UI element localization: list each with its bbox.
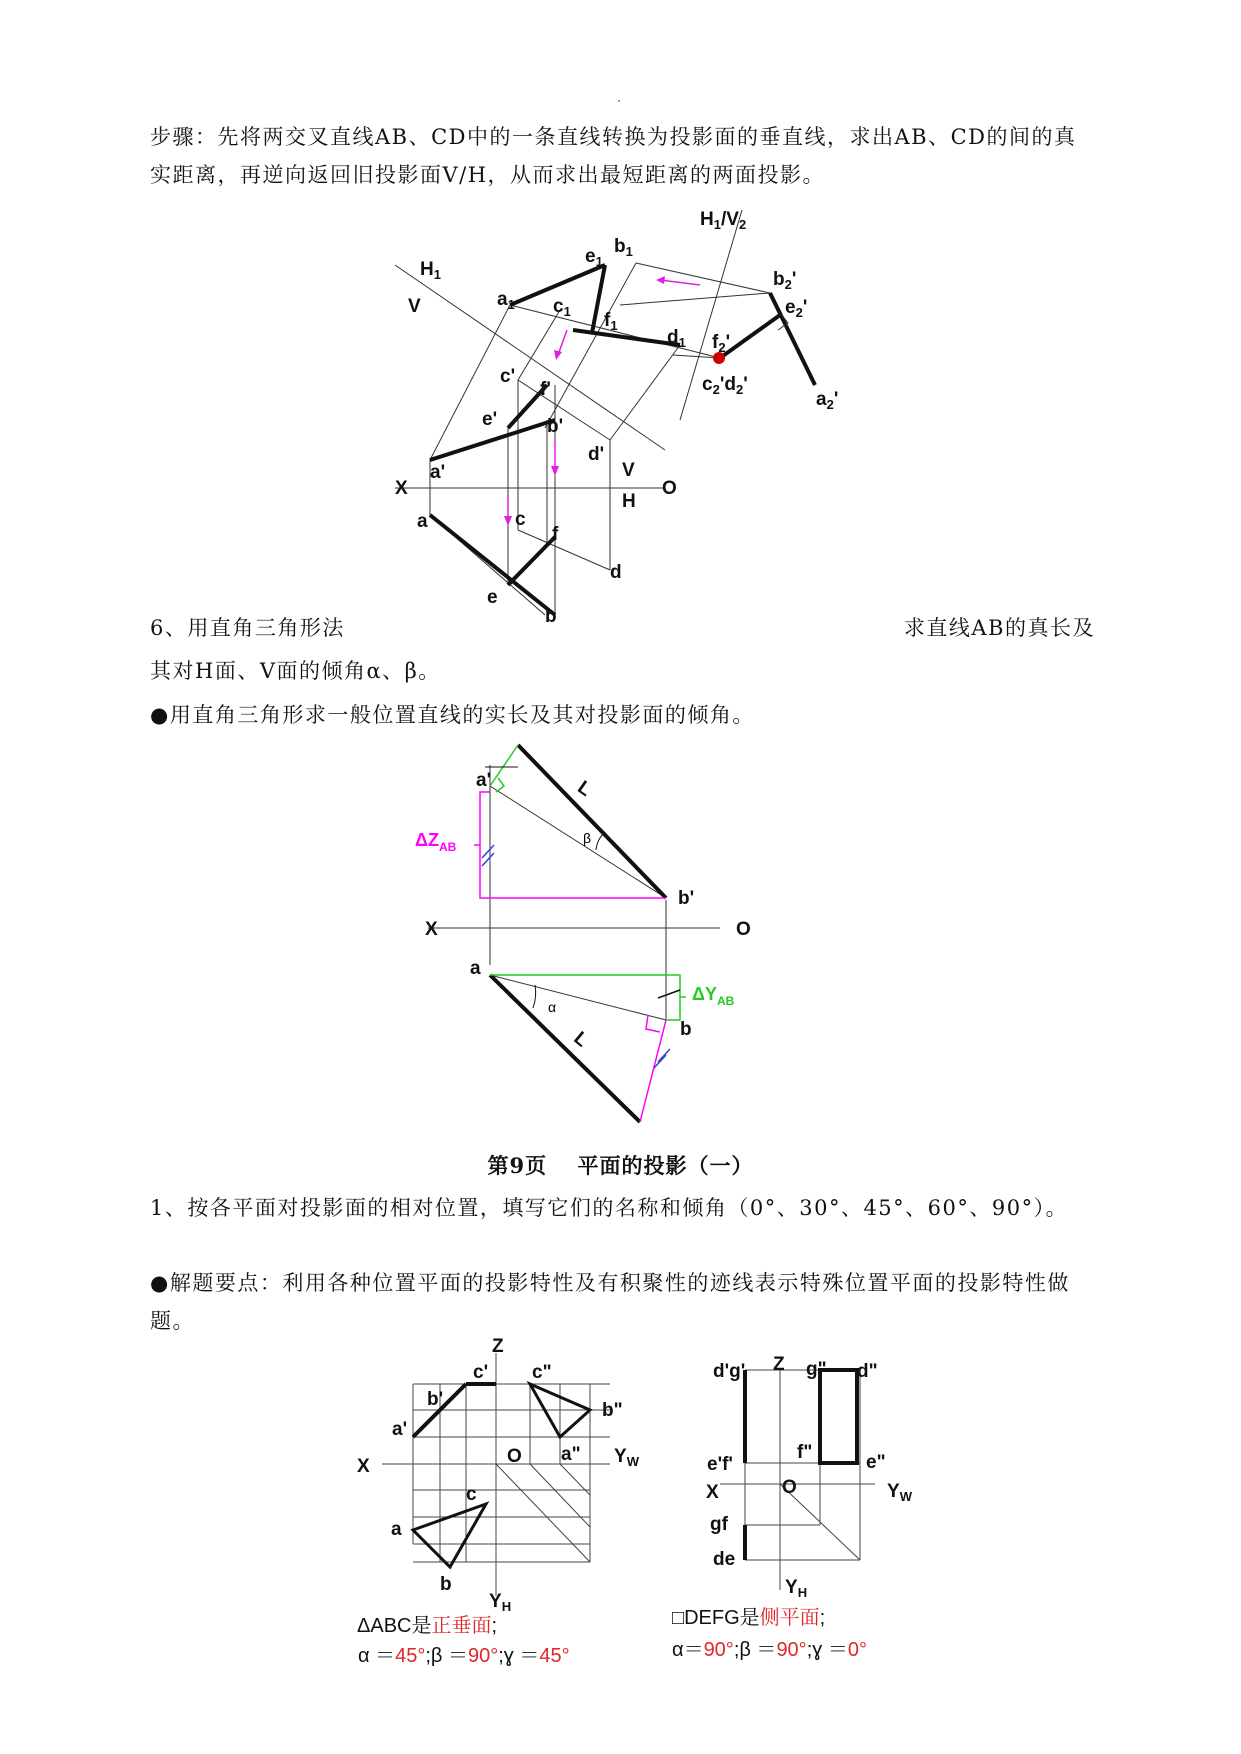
svg-text:f': f' (540, 379, 551, 400)
svg-text:f": f" (797, 1442, 813, 1463)
bullet1: ●用直角三角形求一般位置直线的实长及其对投影面的倾角。 (150, 703, 755, 727)
abc-caption-2: α ＝45°;β ＝90°;ɣ ＝45° (358, 1645, 570, 1667)
q6-right: 求直线AB的真长及 (903, 616, 1095, 640)
svg-text:a': a' (430, 462, 446, 483)
svg-text:c1: $c_1$ (553, 296, 571, 319)
svg-text:a': a' (476, 770, 492, 791)
svg-text:H1: $H_1$ (420, 259, 441, 282)
svg-text:β: β (583, 830, 592, 846)
svg-text:e": e" (866, 1452, 886, 1473)
svg-text:c: c (466, 1484, 477, 1505)
svg-text:e2': $e_2'$ (785, 297, 808, 320)
svg-text:gf: gf (710, 1514, 728, 1535)
svg-text:c': c' (473, 1362, 489, 1383)
svg-text:V: V (408, 296, 421, 317)
svg-text:c": c" (532, 1362, 552, 1383)
svg-text:de: de (713, 1549, 736, 1570)
svg-text:O: O (662, 478, 677, 499)
svg-text:d1: $d_1$ (667, 327, 686, 350)
q6-line2: 其对H面、V面的倾角α、β。 (150, 659, 441, 683)
svg-text:Z: Z (773, 1354, 785, 1375)
svg-text:H1/V2: $H_1/V_2$ (700, 209, 747, 232)
svg-text:L: L (569, 1027, 592, 1052)
svg-text:f: f (552, 524, 559, 545)
svg-text:YW: $Y_W$ (614, 1446, 639, 1469)
svg-text:d: d (610, 562, 622, 583)
svg-text:e': e' (482, 409, 498, 430)
svg-text:a': a' (392, 1419, 408, 1440)
svg-text:e'f': e'f' (707, 1454, 733, 1475)
svg-text:Z: Z (492, 1336, 504, 1357)
svg-text:X: X (706, 1482, 719, 1503)
svg-text:b2': $b_2'$ (773, 269, 797, 292)
svg-text:O: O (782, 1477, 797, 1498)
svg-text:V: V (622, 460, 635, 481)
svg-text:YW: $Y_W$ (887, 1481, 912, 1504)
svg-text:YH: $Y_H$ (489, 1591, 512, 1614)
step-text: 步骤：先将两交叉直线AB、CD中的一条直线转换为投影面的垂直线，求出AB、CD的间的真实距离，再逆向返回旧投影面V/H，从而求出最短距离的两面投影。 (150, 125, 1077, 187)
svg-text:d'g': d'g' (713, 1361, 746, 1382)
svg-text:ΔYAB: $\Delta Y_{AB}$ (692, 984, 735, 1008)
q6-left: 6、用直角三角形法 (150, 616, 345, 640)
svg-text:a2': $a_2'$ (816, 389, 839, 412)
svg-text:a: a (470, 958, 481, 979)
svg-text:g": g" (806, 1359, 827, 1380)
q1-text: 1、按各平面对投影面的相对位置，填写它们的名称和倾角（0°、30°、45°、60°、90°）。 (150, 1196, 1069, 1220)
defg-caption-2: α＝90°;β ＝90°;ɣ ＝0° (672, 1639, 867, 1661)
svg-text:b": b" (602, 1400, 623, 1421)
bullet2: ●解题要点：利用各种位置平面的投影特性及有积聚性的迹线表示特殊位置平面的投影特性做题。 (150, 1271, 1070, 1333)
svg-text:b': b' (547, 416, 564, 437)
svg-text:ΔZAB: $\Delta Z_{AB}$ (415, 830, 457, 854)
svg-text:X: X (357, 1456, 370, 1477)
svg-text:e1: $e_1$ (585, 246, 603, 269)
svg-text:YH: $Y_H$ (785, 1577, 808, 1600)
svg-text:L: L (573, 776, 596, 801)
svg-text:a: a (417, 511, 428, 532)
svg-text:H: H (622, 491, 636, 512)
svg-text:α: α (548, 999, 557, 1015)
svg-text:b1: $b_1$ (614, 236, 633, 259)
svg-text:a1: $a_1$ (497, 289, 515, 312)
svg-text:b: b (440, 1574, 452, 1595)
svg-text:b': b' (427, 1389, 444, 1410)
svg-text:b: b (680, 1019, 692, 1040)
svg-text:c: c (515, 509, 526, 530)
defg-caption-1: □DEFG是侧平面; (672, 1607, 826, 1629)
svg-text:d': d' (588, 444, 605, 465)
svg-text:O: O (736, 919, 751, 940)
svg-text:X: X (395, 478, 408, 499)
svg-text:a: a (391, 1519, 402, 1540)
abc-caption-1: ΔABC是正垂面; (357, 1615, 498, 1637)
svg-text:c2'd2': $c_2'd_2'$ (702, 374, 748, 397)
svg-text:e: e (487, 587, 498, 608)
svg-text:O: O (507, 1446, 522, 1467)
svg-text:f1: $f_1$ (604, 310, 618, 333)
svg-text:a": a" (561, 1444, 581, 1465)
svg-text:b': b' (678, 888, 695, 909)
section-heading: 第9页 平面的投影（一） (487, 1153, 754, 1178)
svg-text:c': c' (500, 366, 516, 387)
svg-text:X: X (425, 919, 438, 940)
svg-text:b: b (545, 606, 557, 627)
svg-text:f2': $f_2'$ (712, 332, 731, 355)
svg-text:d": d" (857, 1361, 878, 1382)
